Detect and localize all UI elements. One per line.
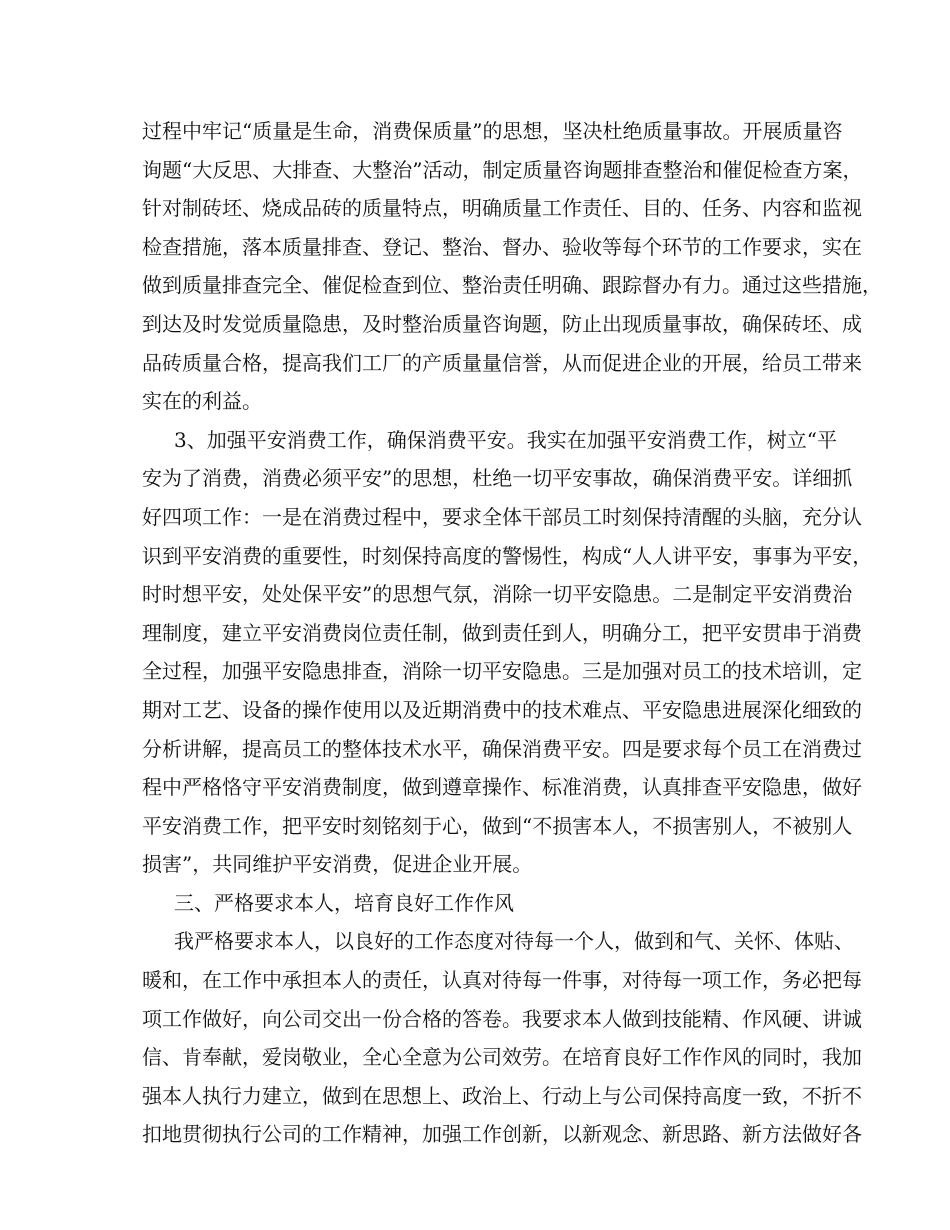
text-line: 品砖质量合格，提高我们工厂的产质量量信誉，从而促进企业的开展，给员工带来	[142, 350, 862, 375]
section-paragraph-start: 我严格要求本人，以良好的工作态度对待每一个人，做到和气、关怀、体贴、	[174, 929, 854, 954]
text-line: 强本人执行力建立，做到在思想上、政治上、行动上与公司保持高度一致，不折不	[142, 1083, 862, 1108]
text-line: 检查措施，落本质量排查、登记、整治、督办、验收等每个环节的工作要求，实在	[142, 234, 862, 259]
text-line: 实在的利益。	[142, 389, 262, 414]
text-line: 安为了消费，消费必须平安”的思想，杜绝一切平安事故，确保消费平安。详细抓	[142, 466, 853, 491]
text-line: 过程中牢记“质量是生命，消费保质量”的思想，坚决杜绝质量事故。开展质量咨	[142, 119, 843, 143]
text-line: 好四项工作：一是在消费过程中，要求全体干部员工时刻保持清醒的头脑，充分认	[142, 504, 862, 529]
text-line: 暖和，在工作中承担本人的责任，认真对待每一件事，对待每一项工作，务必把每	[142, 968, 862, 993]
text-line: 平安消费工作，把平安时刻铭刻于心，做到“不损害本人，不损害别人，不被别人	[142, 813, 853, 838]
text-line: 损害”，共同维护平安消费，促进企业开展。	[142, 852, 533, 877]
text-line: 扣地贯彻执行公司的工作精神，加强工作创新，以新观念、新思路、新方法做好各	[142, 1122, 862, 1147]
text-line: 到达及时发觉质量隐患，及时整治质量咨询题，防止出现质量事故，确保砖坯、成	[142, 311, 862, 336]
section-paragraph-start: 3、加强平安消费工作，确保消费平安。我实在加强平安消费工作，树立“平	[174, 427, 837, 452]
text-line: 信、肯奉献，爱岗敬业，全心全意为公司效劳。在培育良好工作作风的同时，我加	[142, 1045, 862, 1070]
text-line: 分析讲解，提高员工的整体技术水平，确保消费平安。四是要求每个员工在消费过	[142, 736, 862, 761]
text-line: 询题“大反思、大排查、大整治”活动，制定质量咨询题排查整治和催促检查方案，	[142, 157, 863, 182]
text-line: 理制度，建立平安消费岗位责任制，做到责任到人，明确分工，把平安贯串于消费	[142, 620, 862, 645]
text-line: 识到平安消费的重要性，时刻保持高度的警惕性，构成“人人讲平安，事事为平安，	[142, 543, 873, 568]
text-line: 时时想平安，处处保平安”的思想气氛，消除一切平安隐患。二是制定平安消费治	[142, 582, 853, 607]
document-body	[142, 112, 882, 1154]
text-line: 项工作做好，向公司交出一份合格的答卷。我要求本人做到技能精、作风硬、讲诚	[142, 1006, 862, 1031]
text-line: 做到质量排查完全、催促检查到位、整治责任明确、跟踪督办有力。通过这些措施，	[142, 273, 882, 298]
text-line: 针对制砖坯、烧成品砖的质量特点，明确质量工作责任、目的、任务、内容和监视	[142, 196, 862, 221]
text-line: 期对工艺、设备的操作使用以及近期消费中的技术难点、平安隐患进展深化细致的	[142, 697, 862, 722]
text-line: 程中严格恪守平安消费制度，做到遵章操作、标准消费，认真排查平安隐患，做好	[142, 775, 862, 800]
text-line: 全过程，加强平安隐患排查，消除一切平安隐患。三是加强对员工的技术培训，定	[142, 659, 862, 684]
section-heading: 三、严格要求本人，培育良好工作作风	[174, 890, 514, 915]
